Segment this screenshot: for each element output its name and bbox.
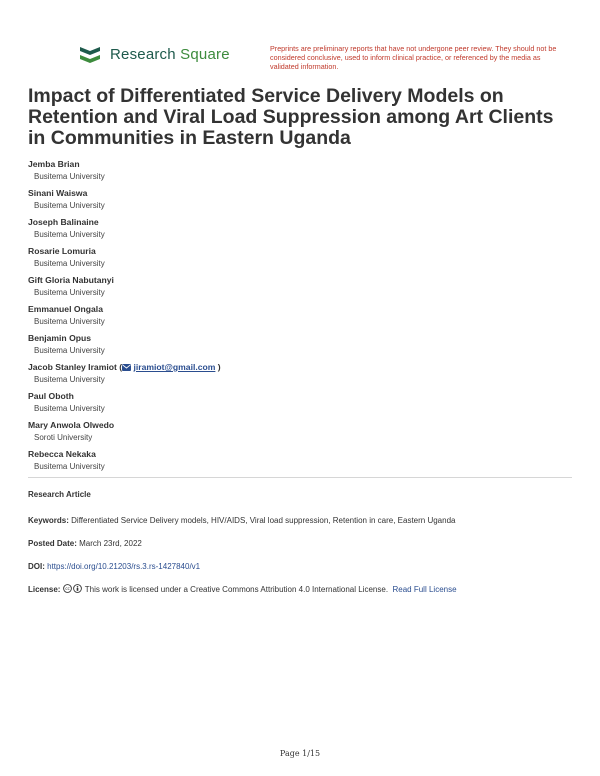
author-name: Emmanuel Ongala [28, 304, 103, 314]
keywords-value: Differentiated Service Delivery models, HIV/AIDS, Viral load suppression, Retention in care, Eastern Uganda [71, 516, 456, 525]
author-entry [28, 302, 568, 331]
author-affiliation: Busitema University [34, 462, 105, 471]
posted-date-value: March 23rd, 2022 [79, 539, 142, 548]
doi-link[interactable]: https://doi.org/10.21203/rs.3.rs-1427840/v1 [47, 562, 201, 571]
license-label: License: [28, 585, 61, 594]
author-affiliation: Busitema University [34, 230, 105, 239]
creative-commons-icon [63, 584, 72, 593]
posted-date-line [28, 539, 578, 548]
preprint-disclaimer: Preprints are preliminary reports that have not undergone peer review. They should not be considered conclusive, used to inform clinical practice, or referenced by the media as validated information. [270, 44, 557, 71]
author-name: Jacob Stanley Iramiot [28, 362, 117, 372]
author-name: Rebecca Nekaka [28, 449, 96, 459]
author-name: Paul Oboth [28, 391, 74, 401]
author-affiliation: Busitema University [34, 375, 105, 384]
author-entry [28, 360, 568, 389]
author-affiliation: Busitema University [34, 317, 105, 326]
research-square-logo[interactable] [78, 44, 230, 64]
author-entry [28, 244, 568, 273]
author-entry [28, 273, 568, 302]
page-number: Page 1/15 [279, 749, 321, 758]
attribution-icon [73, 584, 82, 593]
author-entry [28, 447, 568, 476]
author-entry [28, 389, 568, 418]
author-affiliation: Busitema University [34, 259, 105, 268]
author-name: Rosarie Lomuria [28, 246, 96, 256]
research-square-logo-icon [78, 44, 102, 64]
author-entry [28, 418, 568, 447]
author-name: Joseph Balinaine [28, 217, 99, 227]
header [78, 44, 560, 78]
keywords-label: Keywords: [28, 516, 69, 525]
paper-title: Impact of Differentiated Service Delivery Models on Retention and Viral Load Suppression among Art Clients in Communities in Eastern Uganda [28, 85, 554, 149]
author-affiliation: Busitema University [34, 201, 105, 210]
license-text: This work is licensed under a Creative Commons Attribution 4.0 International License. [84, 585, 389, 594]
read-full-license-link[interactable]: Read Full License [392, 585, 457, 594]
author-name: Mary Anwola Olwedo [28, 420, 115, 430]
mail-icon [122, 364, 131, 371]
author-affiliation: Soroti University [34, 433, 93, 442]
author-affiliation: Busitema University [34, 346, 105, 355]
keywords-line [28, 516, 578, 525]
license-line [28, 584, 578, 594]
doi-line [28, 562, 578, 571]
corresponding-author-line: Jacob Stanley Iramiot ( jiramiot@gmail.com ) [28, 362, 221, 372]
author-entry [28, 186, 568, 215]
author-name: Sinani Waiswa [28, 188, 88, 198]
author-name: Jemba Brian [28, 159, 80, 169]
article-type: Research Article [28, 490, 91, 499]
author-affiliation: Busitema University [34, 288, 105, 297]
section-divider [28, 477, 572, 478]
author-name: Benjamin Opus [28, 333, 92, 343]
author-entry [28, 215, 568, 244]
author-entry [28, 331, 568, 360]
svg-text:cc: cc [64, 586, 70, 592]
author-name: Gift Gloria Nabutanyi [28, 275, 114, 285]
logo-text: Research Square [110, 45, 230, 63]
author-entry [28, 157, 568, 186]
posted-date-label: Posted Date: [28, 539, 77, 548]
doi-label: DOI: [28, 562, 45, 571]
author-affiliation: Busitema University [34, 172, 105, 181]
author-email-link[interactable]: jiramiot@gmail.com [133, 362, 216, 372]
author-affiliation: Busitema University [34, 404, 105, 413]
author-list [28, 157, 568, 476]
